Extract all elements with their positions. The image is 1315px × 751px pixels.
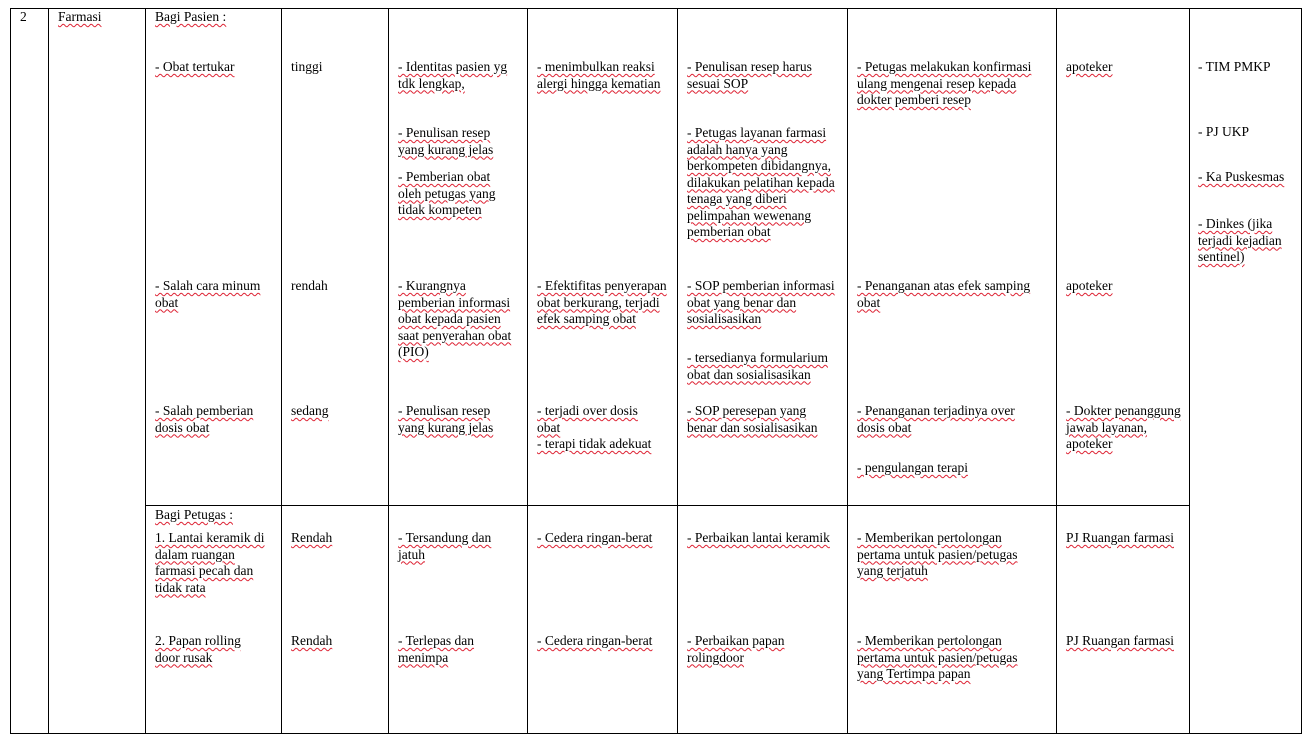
petugas-prevention-2: - Perbaikan papan rolingdoor	[687, 633, 785, 665]
report-ka-puskesmas: - Ka Puskesmas	[1198, 169, 1285, 184]
pasien-header: Bagi Pasien :	[155, 9, 227, 24]
pasien-impact-1: - menimbulkan reaksi alergi hingga kematian	[537, 59, 661, 91]
petugas-handling-1: - Memberikan pertolongan pertama untuk pasien/petugas yang terjatuh	[857, 530, 1018, 578]
pasien-impact-2: - Efektifitas penyerapan obat berkurang, terjadi efek samping obat	[537, 278, 667, 326]
pasien-handling-1: - Petugas melakukan konfirmasi ulang mengenai resep kepada dokter pemberi resep	[857, 59, 1032, 107]
pasien-risk-1: - Obat tertukar	[155, 59, 235, 74]
petugas-header: Bagi Petugas :	[155, 507, 233, 522]
petugas-pic-2: PJ Ruangan farmasi	[1066, 633, 1174, 648]
pasien-cause-1a: - Identitas pasien yg tdk lengkap,	[398, 59, 508, 91]
petugas-impact-1: - Cedera ringan-berat	[537, 530, 653, 545]
petugas-handling-2: - Memberikan pertolongan pertama untuk pasien/petugas yang Tertimpa papan	[857, 633, 1018, 681]
pasien-risk-2: - Salah cara minum obat	[155, 278, 261, 310]
pasien-prevention-2b: - tersedianya formularium obat dan sosialisasikan	[687, 350, 828, 382]
pasien-level-3: sedang	[291, 403, 329, 418]
pasien-level-2: rendah	[291, 278, 328, 293]
pasien-prevention-3: - SOP peresepan yang benar dan sosialisasikan	[687, 403, 818, 435]
petugas-risk-1: 1. Lantai keramik di dalam ruangan farmasi pecah dan tidak rata	[155, 530, 265, 595]
pasien-prevention-2a: - SOP pemberian informasi obat yang benar dan sosialisasikan	[687, 278, 835, 326]
pasien-handling-3a: - Penanganan terjadinya over dosis obat	[857, 403, 1015, 435]
report-tim-pmkp: - TIM PMKP	[1198, 59, 1271, 74]
pasien-impact-3a: - terjadi over dosis obat	[537, 403, 638, 435]
petugas-impact-2: - Cedera ringan-berat	[537, 633, 653, 648]
pasien-cause-2: - Kurangnya pemberian informasi obat kepada pasien saat penyerahan obat (PIO)	[398, 278, 512, 359]
report-pj-ukp: - PJ UKP	[1198, 124, 1250, 139]
petugas-level-1: Rendah	[291, 530, 333, 545]
pasien-cause-3: - Penulisan resep yang kurang jelas	[398, 403, 494, 435]
pasien-prevention-1b: - Petugas layanan farmasi adalah hanya yang berkompeten dibidangnya, dilakukan pelatihan kepada tenaga yang diberi pelimpahan wewenang pemberian obat	[687, 125, 835, 239]
pasien-handling-2: - Penanganan atas efek samping obat	[857, 278, 1031, 310]
petugas-cause-1: - Tersandung dan jatuh	[398, 530, 492, 562]
petugas-risk-2: 2. Papan rolling door rusak	[155, 633, 241, 665]
pasien-handling-3b: - pengulangan terapi	[857, 460, 968, 475]
petugas-cause-2: - Terlepas dan menimpa	[398, 633, 475, 665]
pasien-cause-1c: - Pemberian obat oleh petugas yang tidak kompeten	[398, 169, 496, 217]
report-dinkes: - Dinkes (jika terjadi kejadian sentinel)	[1198, 216, 1282, 264]
pasien-impact-3b: - terapi tidak adekuat	[537, 436, 652, 451]
pasien-prevention-1a: - Penulisan resep harus sesuai SOP	[687, 59, 812, 91]
pasien-pic-2: apoteker	[1066, 278, 1113, 293]
row-number: 2	[20, 9, 27, 24]
petugas-prevention-1: - Perbaikan lantai keramik	[687, 530, 830, 545]
petugas-pic-1: PJ Ruangan farmasi	[1066, 530, 1174, 545]
pasien-pic-3: - Dokter penanggung jawab layanan, apoteker	[1066, 403, 1181, 451]
pasien-cause-1b: - Penulisan resep yang kurang jelas	[398, 125, 494, 157]
petugas-level-2: Rendah	[291, 633, 333, 648]
pasien-level-1: tinggi	[291, 59, 323, 74]
pasien-pic-1: apoteker	[1066, 59, 1113, 74]
unit-name: Farmasi	[58, 9, 102, 24]
pasien-risk-3: - Salah pemberian dosis obat	[155, 403, 254, 435]
